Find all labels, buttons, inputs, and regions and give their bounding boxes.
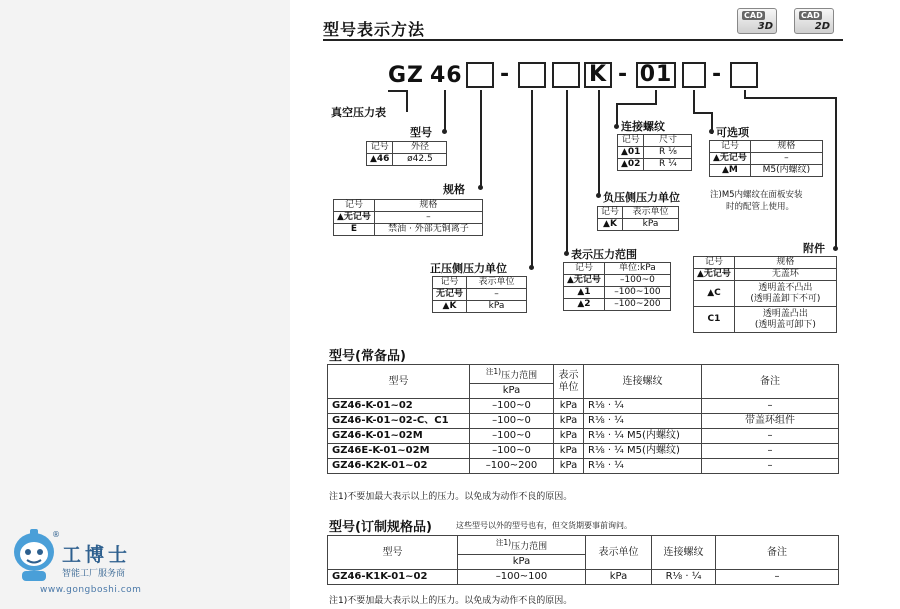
remark-cell: – — [702, 444, 839, 459]
code-slot-negative-unit: K — [584, 62, 612, 88]
header-cell: 记号 — [694, 257, 735, 269]
thread-cell: R⅛ · ¼ M5(内螺纹) — [584, 444, 702, 459]
leader-line — [655, 90, 657, 104]
table-row — [328, 399, 839, 414]
code-cell: ▲无记号 — [694, 269, 735, 281]
callout-negative-unit: 负压侧压力单位 — [603, 191, 680, 204]
header-display-unit: 表示单位 — [586, 536, 652, 570]
leader-line — [388, 90, 408, 92]
callout-model: 型号 — [410, 126, 432, 139]
leader-dot — [442, 129, 447, 134]
code-cell: ▲01 — [618, 147, 644, 159]
display-range-table — [563, 262, 671, 311]
cad-label: CAD — [801, 11, 820, 20]
code-cell: C1 — [694, 307, 735, 333]
table-row — [328, 414, 839, 429]
unit-cell: kPa — [554, 429, 584, 444]
spec-table — [333, 199, 483, 236]
code-cell: ▲02 — [618, 159, 644, 171]
accessory-table — [693, 256, 837, 333]
unit-cell: kPa — [554, 399, 584, 414]
value-cell: 无盖环 — [734, 269, 836, 281]
header-cell: 单位:kPa — [604, 263, 670, 275]
code-cell: ▲2 — [564, 299, 605, 311]
option-note — [710, 189, 803, 213]
registered-mark: ® — [52, 530, 60, 539]
value-cell: M5(内螺纹) — [750, 165, 822, 177]
header-cell: 规格 — [750, 141, 822, 153]
range-cell: –100~200 — [470, 459, 554, 474]
table-row — [328, 459, 839, 474]
code-cell: ▲K — [598, 219, 623, 231]
display-line: 单位 — [558, 381, 579, 393]
remark-cell: – — [702, 399, 839, 414]
logo-url[interactable]: www.gongboshi.com — [40, 585, 142, 595]
header-cell: 记号 — [598, 207, 623, 219]
model-cell: GZ46-K2K-01~02 — [328, 459, 470, 474]
code-cell: ▲无记号 — [564, 275, 605, 287]
table-row — [328, 444, 839, 459]
code-dash: - — [618, 62, 628, 87]
header-cell: 记号 — [710, 141, 751, 153]
remark-cell: 带盖环组件 — [702, 414, 839, 429]
thread-cell: R⅛ · ¼ — [584, 414, 702, 429]
code-cell: ▲无记号 — [710, 153, 751, 165]
header-thread: 连接螺纹 — [652, 536, 716, 570]
header-range-unit: kPa — [458, 555, 586, 570]
value-cell: – — [467, 289, 527, 301]
header-cell: 表示单位 — [623, 207, 679, 219]
value-cell: –100~200 — [604, 299, 670, 311]
code-slot-thread: 01 — [636, 62, 676, 88]
model-cell: GZ46E-K-01~02M — [328, 444, 470, 459]
standard-section-title: 型号(常备品) — [329, 349, 406, 364]
code-cell: ▲1 — [564, 287, 605, 299]
title-underline — [323, 39, 843, 41]
code-cell: E — [334, 224, 375, 236]
code-slot-spec — [466, 62, 494, 88]
code-dash: - — [500, 62, 510, 87]
range-note: 注1) — [495, 538, 512, 547]
unit-cell: kPa — [554, 444, 584, 459]
value-cell: – — [750, 153, 822, 165]
value-line: (透明盖可卸下) — [754, 319, 816, 330]
header-cell: 记号 — [433, 277, 467, 289]
cad-label: CAD — [744, 11, 763, 20]
value-line: 透明盖凸出 — [762, 308, 808, 319]
header-model: 型号 — [328, 536, 458, 570]
header-range — [470, 365, 554, 384]
range-cell: –100~0 — [470, 399, 554, 414]
leader-line — [531, 90, 533, 268]
note-line: 注)M5内螺纹在面板安装 — [710, 190, 803, 200]
leader-dot — [529, 265, 534, 270]
leader-line — [598, 90, 600, 196]
leader-line — [693, 90, 695, 114]
header-remark: 备注 — [702, 365, 839, 399]
option-table — [709, 140, 823, 177]
leader-line — [444, 90, 446, 132]
positive-unit-table — [432, 276, 527, 313]
header-model: 型号 — [328, 365, 470, 399]
thread-table — [617, 134, 692, 171]
leader-line — [566, 90, 568, 254]
logo-name: 工博士 — [62, 544, 132, 566]
code-cell: ▲K — [433, 301, 467, 313]
code-series: 46 — [430, 63, 463, 88]
value-line: (透明盖卸下不可) — [750, 293, 821, 304]
leader-line — [480, 90, 482, 188]
header-display-unit — [554, 365, 584, 399]
callout-accessory: 附件 — [803, 242, 825, 255]
callout-display-range: 表示压力范围 — [571, 248, 637, 261]
header-cell: 记号 — [618, 135, 644, 147]
leader-dot — [833, 246, 838, 251]
value-cell: –100~100 — [604, 287, 670, 299]
range-cell: –100~0 — [470, 414, 554, 429]
leader-dot — [709, 129, 714, 134]
leader-dot — [614, 124, 619, 129]
leader-line — [835, 97, 837, 249]
leader-line — [744, 97, 837, 99]
callout-spec: 规格 — [443, 183, 465, 196]
range-label: 压力范围 — [501, 371, 538, 381]
value-cell: R ⅛ — [644, 147, 692, 159]
range-cell: –100~100 — [458, 570, 586, 585]
header-cell: 表示单位 — [467, 277, 527, 289]
code-cell: ▲无记号 — [334, 212, 375, 224]
table-row — [328, 570, 839, 585]
model-cell: GZ46-K-01~02 — [328, 399, 470, 414]
leader-dot — [596, 193, 601, 198]
negative-unit-table — [597, 206, 679, 231]
leader-line — [616, 103, 657, 105]
code-prefix: GZ — [388, 63, 425, 88]
leader-dot — [564, 251, 569, 256]
custom-footnote: 注1)不要加最大表示以上的压力。以免成为动作不良的原因。 — [329, 596, 573, 606]
note-line: 时的配管上使用。 — [726, 202, 795, 212]
table-row — [328, 429, 839, 444]
custom-section-title: 型号(订制规格品) — [329, 520, 432, 535]
callout-vacuum-gauge: 真空压力表 — [331, 106, 386, 119]
header-range — [458, 536, 586, 555]
remark-cell: – — [702, 459, 839, 474]
model-cell: GZ46-K-01~02-C、C1 — [328, 414, 470, 429]
range-note: 注1) — [485, 367, 502, 376]
header-cell: 记号 — [367, 142, 393, 154]
thread-cell: R⅛ · ¼ — [584, 399, 702, 414]
code-cell: ▲46 — [367, 154, 393, 166]
range-cell: –100~0 — [470, 444, 554, 459]
range-cell: –100~0 — [470, 429, 554, 444]
callout-positive-unit: 正压侧压力单位 — [430, 262, 507, 275]
code-cell: 无记号 — [433, 289, 467, 301]
code-slot-positive-unit — [518, 62, 546, 88]
side-strip — [0, 0, 290, 609]
leader-dot — [478, 185, 483, 190]
standard-footnote: 注1)不要加最大表示以上的压力。以免成为动作不良的原因。 — [329, 492, 573, 502]
header-thread: 连接螺纹 — [584, 365, 702, 399]
range-label: 压力范围 — [511, 542, 548, 552]
code-cell: ▲M — [710, 165, 751, 177]
remark-cell: – — [702, 429, 839, 444]
page-title: 型号表示方法 — [323, 20, 426, 39]
value-cell: R ¼ — [644, 159, 692, 171]
code-cell: ▲C — [694, 281, 735, 307]
code-slot-option — [682, 62, 706, 88]
code-dash: - — [712, 62, 722, 87]
value-cell — [734, 307, 836, 333]
code-slot-range — [552, 62, 580, 88]
header-range-unit: kPa — [470, 384, 554, 399]
header-cell: 记号 — [564, 263, 605, 275]
remark-cell: – — [716, 570, 839, 585]
unit-cell: kPa — [554, 414, 584, 429]
model-table — [366, 141, 447, 166]
header-remark: 备注 — [716, 536, 839, 570]
value-cell: –100~0 — [604, 275, 670, 287]
model-cell: GZ46-K1K-01~02 — [328, 570, 458, 585]
header-cell: 记号 — [334, 200, 375, 212]
unit-cell: kPa — [586, 570, 652, 585]
custom-models-table — [327, 535, 839, 585]
callout-thread: 连接螺纹 — [621, 120, 665, 133]
value-cell: ø42.5 — [393, 154, 447, 166]
value-cell: kPa — [467, 301, 527, 313]
leader-line — [693, 112, 713, 114]
code-slot-accessory — [730, 62, 758, 88]
value-cell: kPa — [623, 219, 679, 231]
cad-dim-label: 3D — [757, 21, 773, 32]
header-cell: 尺寸 — [644, 135, 692, 147]
cad-dim-label: 2D — [814, 21, 830, 32]
logo-slogan: 智能工厂服务商 — [62, 569, 126, 579]
header-cell: 外径 — [393, 142, 447, 154]
value-line: 透明盖不凸出 — [758, 282, 813, 293]
leader-line — [406, 90, 408, 112]
value-cell — [734, 281, 836, 307]
model-cell: GZ46-K-01~02M — [328, 429, 470, 444]
cad-2d-button[interactable] — [794, 8, 834, 34]
header-cell: 规格 — [734, 257, 836, 269]
thread-cell: R⅛ · ¼ — [584, 459, 702, 474]
value-cell: 禁油 · 外部无铜离子 — [374, 224, 482, 236]
unit-cell: kPa — [554, 459, 584, 474]
thread-cell: R⅛ · ¼ M5(内螺纹) — [584, 429, 702, 444]
callout-option: 可选项 — [716, 126, 749, 139]
thread-cell: R⅛ · ¼ — [652, 570, 716, 585]
cad-3d-button[interactable] — [737, 8, 777, 34]
header-cell: 规格 — [374, 200, 482, 212]
display-line: 表示 — [558, 369, 579, 381]
value-cell: – — [374, 212, 482, 224]
custom-section-subtitle: 这些型号以外的型号也有，但交货期要事前询问。 — [456, 521, 632, 530]
standard-models-table — [327, 364, 839, 474]
